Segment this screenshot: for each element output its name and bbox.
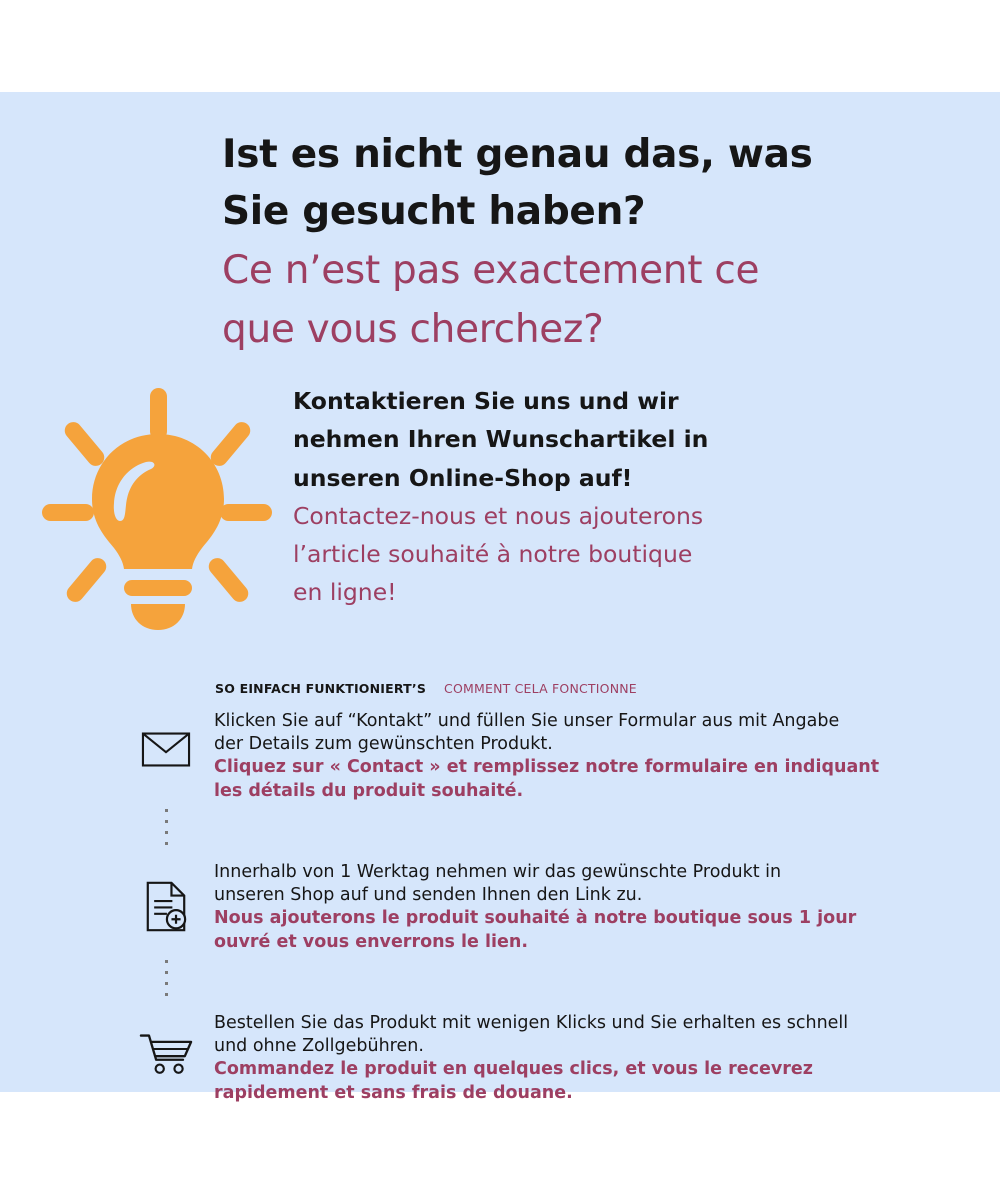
shopping-cart-icon (118, 1010, 214, 1075)
step-text (214, 859, 948, 954)
lightbulb-icon (36, 382, 276, 638)
document-add-icon (118, 859, 214, 932)
intro-block (293, 382, 883, 612)
step-connector (118, 803, 948, 859)
step2-de-line1: Innerhalb von 1 Werktag nehmen wir das gewünschte Produkt in (214, 862, 782, 883)
headline-block (222, 126, 942, 359)
headline-de-line1: Ist es nicht genau das, was (222, 132, 813, 177)
step3-de-line2: und ohne Zollgebühren. (214, 1036, 424, 1057)
intro-fr-line3: en ligne! (293, 578, 397, 607)
step-item (118, 859, 948, 954)
dotted-connector-line (165, 960, 168, 1004)
step-connector (118, 954, 948, 1010)
headline-de-line2: Sie gesucht haben? (222, 189, 646, 235)
headline-fr-line1: Ce n’est pas exactement ce (222, 247, 760, 293)
step-item (118, 1010, 948, 1105)
envelope-icon (118, 708, 214, 769)
step3-fr-line1: Commandez le produit en quelques clics, et vous le recevrez (214, 1059, 813, 1080)
step-item (118, 708, 948, 803)
intro-fr-line2: l’article souhaité à notre boutique (293, 540, 693, 569)
step3-fr-line2: rapidement et sans frais de douane. (214, 1082, 573, 1103)
step2-de-line2: unseren Shop auf und senden Ihnen den Link zu. (214, 885, 643, 906)
step1-fr-line2: les détails du produit souhaité. (214, 780, 524, 801)
intro-de-line3: unseren Online-Shop auf! (293, 463, 633, 492)
section-label-fr: COMMENT CELA FONCTIONNE (444, 681, 637, 696)
intro-de-line2: nehmen Ihren Wunschartikel in (293, 425, 709, 454)
headline-fr-line2: que vous cherchez? (222, 306, 604, 352)
step3-de-line1: Bestellen Sie das Produkt mit wenigen Klicks und Sie erhalten es schnell (214, 1013, 849, 1034)
intro-fr-line1: Contactez-nous et nous ajouterons (293, 501, 704, 530)
section-label (215, 681, 637, 696)
steps-list (118, 708, 948, 1105)
step2-fr-line1: Nous ajouterons le produit souhaité à notre boutique sous 1 jour (214, 908, 857, 929)
dotted-connector-line (165, 809, 168, 853)
step-text (214, 708, 948, 803)
step-text (214, 1010, 948, 1105)
step1-de-line1: Klicken Sie auf “Kontakt” und füllen Sie unser Formular aus mit Angabe (214, 711, 840, 731)
step1-fr-line1: Cliquez sur « Contact » et remplissez notre formulaire en indiquant (214, 757, 880, 778)
step1-de-line2: der Details zum gewünschten Produkt. (214, 734, 553, 755)
step2-fr-line2: ouvré et vous enverrons le lien. (214, 931, 528, 952)
section-label-de: SO EINFACH FUNKTIONIERT’S (215, 681, 427, 696)
intro-de-line1: Kontaktieren Sie uns und wir (293, 387, 679, 415)
